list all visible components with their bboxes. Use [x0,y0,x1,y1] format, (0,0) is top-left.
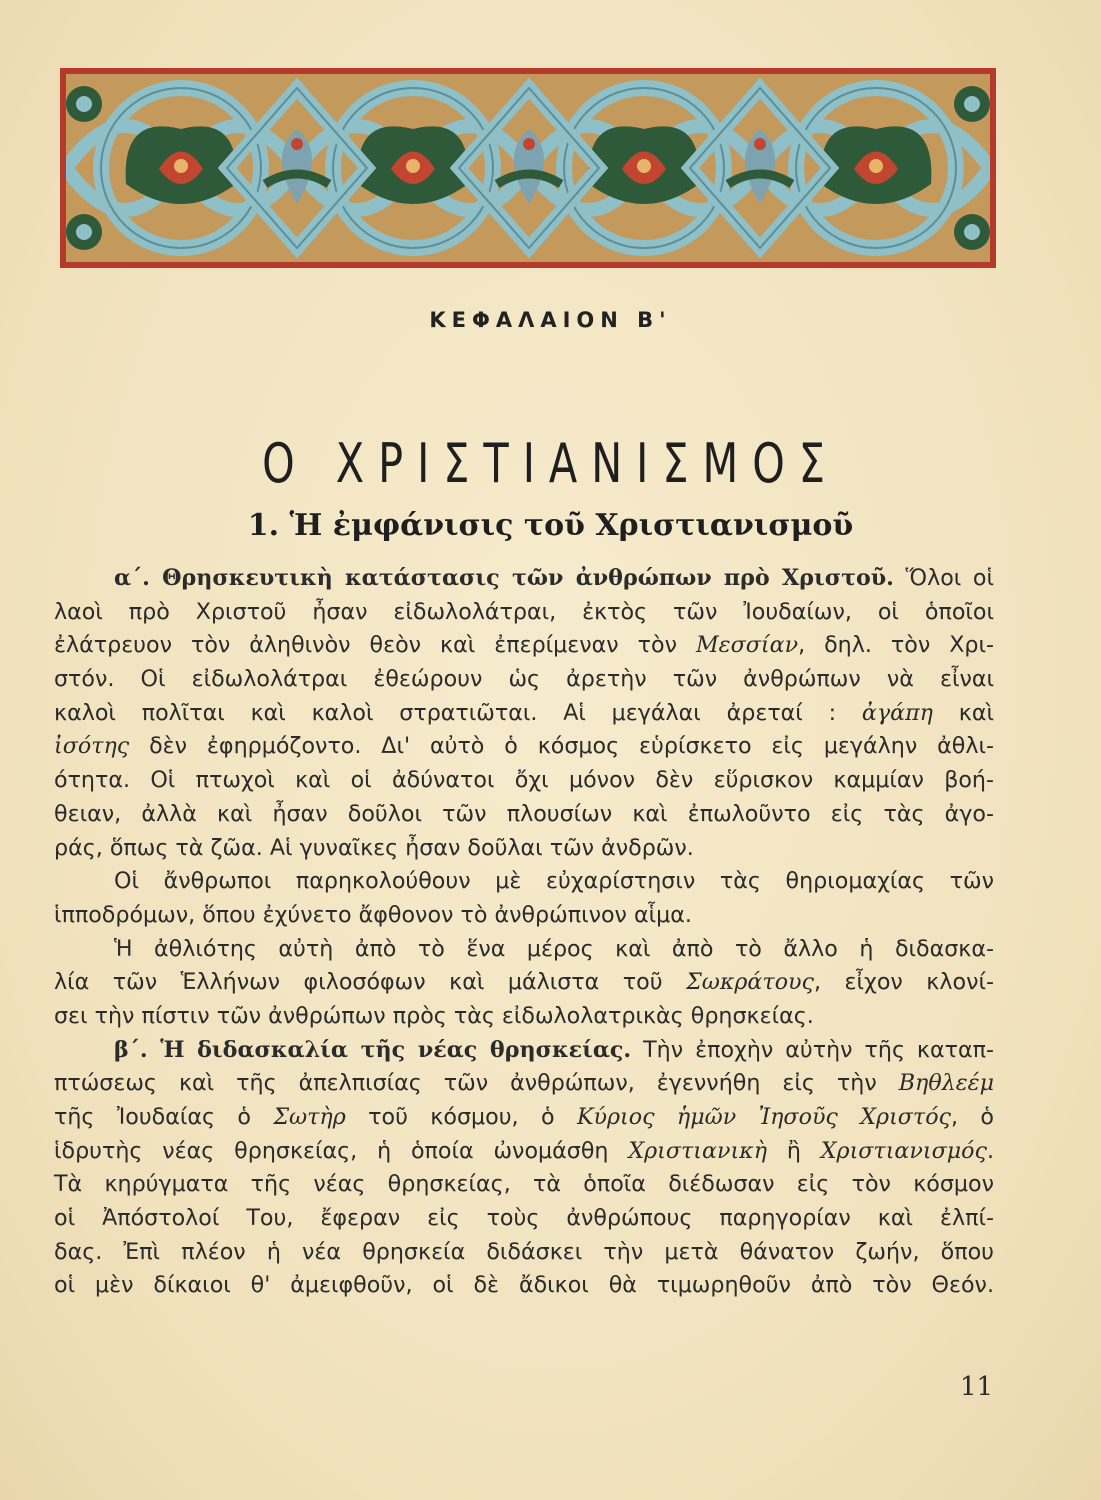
text-segment: . [986,1137,994,1164]
text-line [54,933,994,967]
text-line [54,899,994,933]
text-segment: Τὴν ἐποχὴν αὐτὴν τῆς καταπ- [631,1036,994,1063]
page-number: 11 [960,1372,994,1402]
text-segment: Ὅλοι οἱ [893,565,994,591]
text-segment: τοῦ κόσμου, ὁ [345,1104,577,1130]
text-segment: Οἱ ἄνθρωποι παρηκολούθουν μὲ εὐχαρίστησιν τὰς θηριομαχίας τῶν [114,868,994,895]
text-line [54,1034,994,1068]
text-line [54,1269,994,1303]
text-segment: σει τὴν πίστιν τῶν ἀνθρώπων πρὸς τὰς εἰδωλολατρικὰς θρησκείας. [54,1002,814,1029]
section-heading: 1. Ἡ ἐμφάνισις τοῦ Χριστιανισμοῦ [247,508,854,543]
text-segment: οἱ μὲν δίκαιοι θ' ἀμειφθοῦν, οἱ δὲ ἄδικοι θὰ τιμωρηθοῦν ἀπὸ τὸν Θεόν. [54,1272,994,1299]
italic-term: Χριστιανισμός [820,1137,987,1164]
ornament-illustration [66,74,990,262]
text-line [54,596,994,630]
text-line [54,1202,994,1236]
bold-subheading: β΄. Ἡ διδασκαλία τῆς νέας θρησκείας. [114,1036,632,1063]
italic-term: Βηθλεέμ [898,1070,994,1097]
text-line [54,562,994,596]
text-segment: ἱδρυτὴς νέας θρησκείας, ἡ ὁποία ὠνομάσθη [54,1137,629,1164]
text-line [54,629,994,663]
text-line [54,1168,994,1202]
italic-term: ἰσότης [54,733,130,760]
text-segment: ἢ [766,1137,821,1164]
text-line [54,832,994,866]
text-segment: λία τῶν Ἑλλήνων φιλοσόφων καὶ μάλιστα τοῦ [54,969,687,996]
text-segment: καλοὶ πολῖται καὶ καλοὶ στρατιῶται. Αἱ μεγάλαι ἀρεταί : [54,699,862,726]
text-line [54,1000,994,1034]
text-line [54,966,994,1000]
text-segment: πτώσεως καὶ τῆς ἀπελπισίας τῶν ἀνθρώπων, ἐγεννήθη εἰς τὴν [54,1070,899,1097]
text-segment: ἐλάτρευον τὸν ἀληθινὸν θεὸν καὶ ἐπερίμεναν τὸν [54,632,696,659]
text-line [54,1067,994,1101]
text-segment: δὲν ἐφηρμόζοντο. Δι' αὐτὸ ὁ κόσμος εὑρίσκετο εἰς μεγάλην ἀθλι- [129,733,994,760]
bold-subheading: α΄. Θρησκευτικὴ κατάστασις τῶν ἀνθρώπων πρὸ Χριστοῦ. [114,565,894,591]
text-line [54,697,994,731]
text-line [54,865,994,899]
text-segment: στόν. Οἱ εἰδωλολάτραι ἐθεώρουν ὡς ἀρετὴν τῶν ἀνθρώπων νὰ εἶναι [54,666,994,693]
text-segment: θειαν, ἀλλὰ καὶ ἦσαν δοῦλοι τῶν πλουσίων καὶ ἐπωλοῦντο εἰς τὰς ἀγο- [54,800,994,827]
text-line [54,764,994,798]
italic-term: Σωτὴρ [273,1104,346,1130]
italic-term: Σωκράτους [686,969,814,996]
italic-term: ἀγάπη [861,699,933,726]
text-segment: ἱπποδρόμων, ὅπου ἐχύνετο ἄφθονον τὸ ἀνθρώπινον αἷμα. [54,901,692,928]
text-segment: Τὰ κηρύγματα τῆς νέας θρησκείας, τὰ ὁποῖα διέδωσαν εἰς τὸν κόσμον [54,1171,994,1198]
chapter-label: ΚΕΦΑΛΑΙΟΝ Β' [429,308,672,332]
text-segment: οἱ Ἀπόστολοί Του, ἔφεραν εἰς τοὺς ἀνθρώπους παρηγορίαν καὶ ἐλπί- [54,1205,994,1232]
text-segment: τῆς Ἰουδαίας ὁ [54,1104,274,1130]
italic-term: Κύριος ἡμῶν Ἰησοῦς Χριστός [576,1104,951,1130]
text-segment: ότητα. Οἱ πτωχοὶ καὶ οἱ ἀδύνατοι ὄχι μόνον δὲν εὕρισκον καμμίαν βοή- [54,767,994,794]
text-segment: , δηλ. τὸν Χρι- [798,632,994,659]
text-line [54,1101,994,1135]
text-segment: Ἡ ἀθλιότης αὐτὴ ἀπὸ τὸ ἕνα μέρος καὶ ἀπὸ τὸ ἄλλο ἡ διδασκα- [114,935,994,962]
text-segment: καὶ [932,699,994,726]
text-segment: , εἶχον κλονί- [813,969,994,996]
text-segment: λαοὶ πρὸ Χριστοῦ ἦσαν εἰδωλολάτραι, ἐκτὸς τῶν Ἰουδαίων, οἱ ὁποῖοι [54,598,994,625]
text-line [54,730,994,764]
text-line [54,663,994,697]
text-segment: ράς, ὅπως τὰ ζῶα. Αἱ γυναῖκες ἦσαν δοῦλαι τῶν ἀνδρῶν. [54,834,694,861]
text-line [54,1236,994,1270]
body-text [54,562,994,1303]
ornamental-banner [60,68,996,268]
main-title: Ο ΧΡΙΣΤΙΑΝΙΣΜΟΣ [262,431,839,495]
text-line [54,798,994,832]
text-segment: δας. Ἐπὶ πλέον ἡ νέα θρησκεία διδάσκει τὴν μετὰ θάνατον ζωήν, ὅπου [54,1238,994,1265]
italic-term: Μεσσίαν [695,632,799,659]
italic-term: Χριστιανικὴ [628,1137,767,1164]
text-line [54,1135,994,1169]
text-segment: , ὁ [950,1104,994,1130]
